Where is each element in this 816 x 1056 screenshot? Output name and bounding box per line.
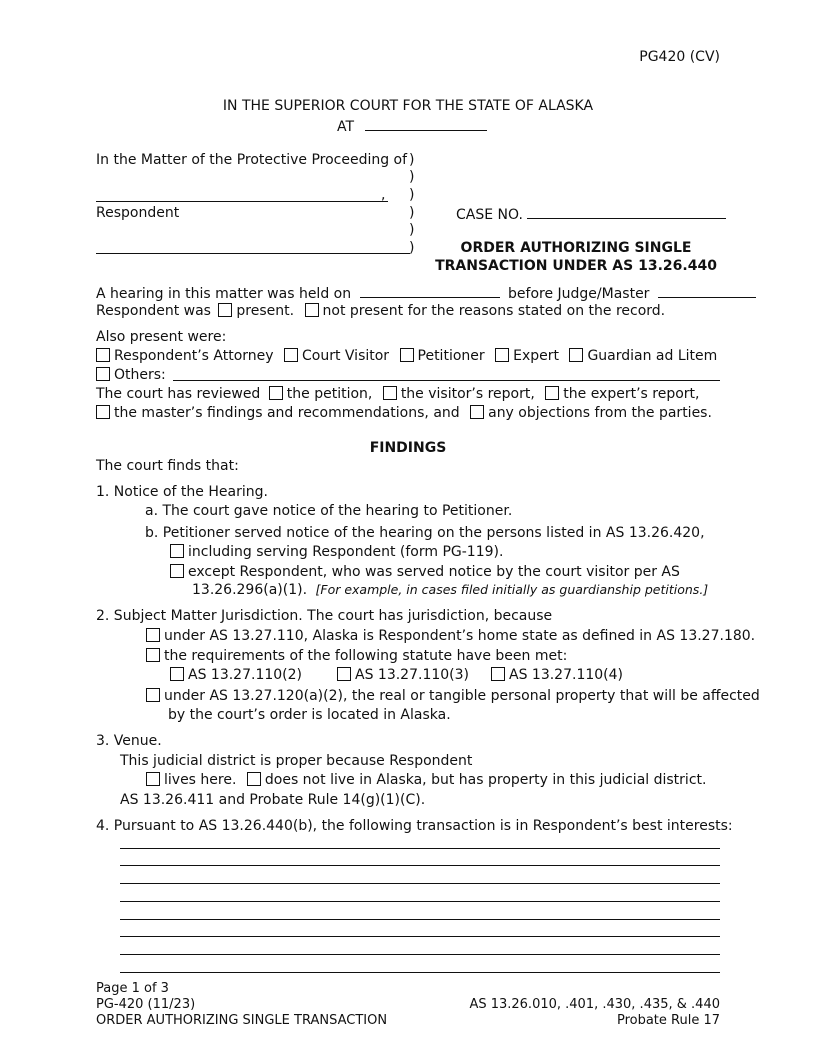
- case-no-label: CASE NO.: [456, 207, 523, 223]
- statute-110-2-checkbox[interactable]: [170, 667, 184, 681]
- footer-form-title: ORDER AUTHORIZING SINGLE TRANSACTION: [96, 1013, 388, 1028]
- item1-b: b. Petitioner served notice of the hearing on the persons listed in AS 13.26.420,: [145, 525, 705, 541]
- not-live-in-alaska-checkbox[interactable]: [247, 772, 261, 786]
- transaction-line[interactable]: [120, 865, 720, 866]
- item1-b-option2-citation: 13.26.296(a)(1).: [192, 582, 308, 598]
- transaction-line[interactable]: [120, 901, 720, 902]
- footer-rule: Probate Rule 17: [616, 1013, 720, 1028]
- item1-a: a. The court gave notice of the hearing to Petitioner.: [145, 503, 513, 519]
- item4-title: 4. Pursuant to AS 13.26.440(b), the following transaction is in Respondent’s best interests:: [96, 818, 733, 834]
- statute-label: AS 13.27.110(4): [509, 667, 623, 683]
- statute-label: AS 13.27.110(2): [188, 667, 302, 683]
- experts-report-checkbox[interactable]: [545, 386, 559, 400]
- item1-b-option2-label: except Respondent, who was served notice by the court visitor per AS: [188, 564, 680, 580]
- others-checkbox[interactable]: [96, 367, 110, 381]
- transaction-line[interactable]: [120, 919, 720, 920]
- statute-110-4-checkbox[interactable]: [491, 667, 505, 681]
- court-location-field[interactable]: [365, 117, 487, 131]
- respondents-attorney-checkbox[interactable]: [96, 348, 110, 362]
- statute-requirements-checkbox[interactable]: [146, 648, 160, 662]
- not-present-checkbox[interactable]: [305, 303, 319, 317]
- transaction-line[interactable]: [120, 954, 720, 955]
- caption-paren: ): [409, 222, 415, 238]
- court-title: IN THE SUPERIOR COURT FOR THE STATE OF ALASKA: [222, 98, 594, 114]
- masters-findings-checkbox[interactable]: [96, 405, 110, 419]
- reviewed-option: the expert’s report,: [563, 386, 700, 402]
- petition-checkbox[interactable]: [269, 386, 283, 400]
- court-visitor-checkbox[interactable]: [284, 348, 298, 362]
- item2-option3-cont: by the court’s order is located in Alaska.: [168, 707, 451, 723]
- property-checkbox[interactable]: [146, 688, 160, 702]
- at-label: AT: [337, 119, 355, 135]
- transaction-line[interactable]: [120, 883, 720, 884]
- reviewed-label: The court has reviewed: [96, 386, 261, 402]
- expert-checkbox[interactable]: [495, 348, 509, 362]
- guardian-ad-litem-checkbox[interactable]: [569, 348, 583, 362]
- matter-label: In the Matter of the Protective Proceeding of: [96, 152, 408, 168]
- also-present-options: [96, 348, 717, 364]
- reviewed-option: any objections from the parties.: [488, 405, 712, 421]
- also-present-option: Expert: [513, 348, 559, 364]
- item1-title: 1. Notice of the Hearing.: [96, 484, 268, 500]
- item3-text: This judicial district is proper because Respondent: [120, 753, 473, 769]
- item3-options: [146, 772, 706, 788]
- order-title-line2: TRANSACTION UNDER AS 13.26.440: [435, 258, 717, 274]
- item2-option1-label: under AS 13.27.110, Alaska is Respondent’s home state as defined in AS 13.27.180.: [164, 628, 756, 644]
- item2-option2: [146, 648, 567, 664]
- item2-statute-2: [337, 667, 469, 683]
- others-label: Others:: [114, 367, 166, 383]
- item1-b-option2-note: [For example, in cases filed initially as guardianship petitions.]: [315, 582, 709, 597]
- not-present-label: not present for the reasons stated on the record.: [322, 303, 666, 319]
- judge-name-field[interactable]: [658, 284, 756, 298]
- respondent-extra-field[interactable]: [96, 253, 410, 254]
- held-on-label: A hearing in this matter was held on: [96, 286, 352, 302]
- item2-option2-label: the requirements of the following statute have been met:: [164, 648, 568, 664]
- transaction-line[interactable]: [120, 972, 720, 973]
- case-number-field[interactable]: [527, 205, 726, 219]
- statute-label: AS 13.27.110(3): [355, 667, 469, 683]
- caption-comma: ,: [381, 187, 386, 203]
- order-title-line1: ORDER AUTHORIZING SINGLE: [460, 240, 692, 256]
- item1-b-option2-cont: [192, 582, 708, 598]
- also-present-option: Petitioner: [417, 348, 485, 364]
- respondent-was-label: Respondent was: [96, 303, 211, 319]
- petitioner-checkbox[interactable]: [400, 348, 414, 362]
- transaction-line[interactable]: [120, 848, 720, 849]
- others-field[interactable]: [173, 380, 720, 381]
- caption-paren: ): [409, 169, 415, 185]
- others-line: [96, 367, 166, 383]
- also-present-label: Also present were:: [96, 329, 227, 345]
- present-checkbox[interactable]: [218, 303, 232, 317]
- also-present-option: Guardian ad Litem: [587, 348, 718, 364]
- item2-option3-label: under AS 13.27.120(a)(2), the real or tangible personal property that will be affected: [164, 688, 760, 704]
- hearing-line: [96, 284, 756, 302]
- respondent-label: Respondent: [96, 205, 180, 221]
- statute-110-3-checkbox[interactable]: [337, 667, 351, 681]
- item2-statute-3: [491, 667, 623, 683]
- transaction-line[interactable]: [120, 936, 720, 937]
- hearing-date-field[interactable]: [360, 284, 500, 298]
- except-respondent-checkbox[interactable]: [170, 564, 184, 578]
- caption-paren: ): [409, 152, 415, 168]
- item2-statute-1: [170, 667, 302, 683]
- respondent-name-field[interactable]: [96, 201, 388, 202]
- reviewed-option: the petition,: [286, 386, 373, 402]
- caption-paren: ): [409, 205, 415, 221]
- lives-here-checkbox[interactable]: [146, 772, 160, 786]
- also-present-option: Respondent’s Attorney: [114, 348, 274, 364]
- findings-heading: FINDINGS: [369, 440, 447, 456]
- reviewed-option: the visitor’s report,: [400, 386, 535, 402]
- caption-paren: ): [409, 240, 415, 256]
- home-state-checkbox[interactable]: [146, 628, 160, 642]
- item3-title: 3. Venue.: [96, 733, 162, 749]
- item2-title: 2. Subject Matter Jurisdiction. The court has jurisdiction, because: [96, 608, 553, 624]
- item1-b-option1-label: including serving Respondent (form PG-119).: [188, 544, 504, 560]
- present-label: present.: [236, 303, 295, 319]
- item1-b-option1: [170, 544, 503, 560]
- item3-option1-label: lives here.: [164, 772, 237, 788]
- reviewed-line2: [96, 405, 712, 421]
- item1-b-option2: [170, 564, 680, 580]
- caption-paren: ): [409, 187, 415, 203]
- footer-statutes: AS 13.26.010, .401, .430, .435, & .440: [469, 997, 720, 1012]
- respondent-presence: [96, 303, 665, 319]
- case-number: [456, 205, 726, 223]
- item2-option3: [146, 688, 760, 704]
- reviewed-line1: [96, 386, 700, 402]
- also-present-option: Court Visitor: [302, 348, 390, 364]
- findings-intro: The court finds that:: [96, 458, 239, 474]
- item3-citation: AS 13.26.411 and Probate Rule 14(g)(1)(C).: [120, 792, 426, 808]
- item3-option2-label: does not live in Alaska, but has property in this judicial district.: [264, 772, 707, 788]
- footer-form-number: PG-420 (11/23): [96, 997, 196, 1012]
- court-location: [337, 117, 487, 135]
- visitors-report-checkbox[interactable]: [383, 386, 397, 400]
- objections-checkbox[interactable]: [470, 405, 484, 419]
- form-code: PG420 (CV): [639, 49, 720, 65]
- footer-page: Page 1 of 3: [96, 981, 169, 996]
- item2-option1: [146, 628, 755, 644]
- reviewed-option: the master’s findings and recommendations, and: [114, 405, 460, 421]
- before-label: before Judge/Master: [508, 286, 650, 302]
- serving-respondent-checkbox[interactable]: [170, 544, 184, 558]
